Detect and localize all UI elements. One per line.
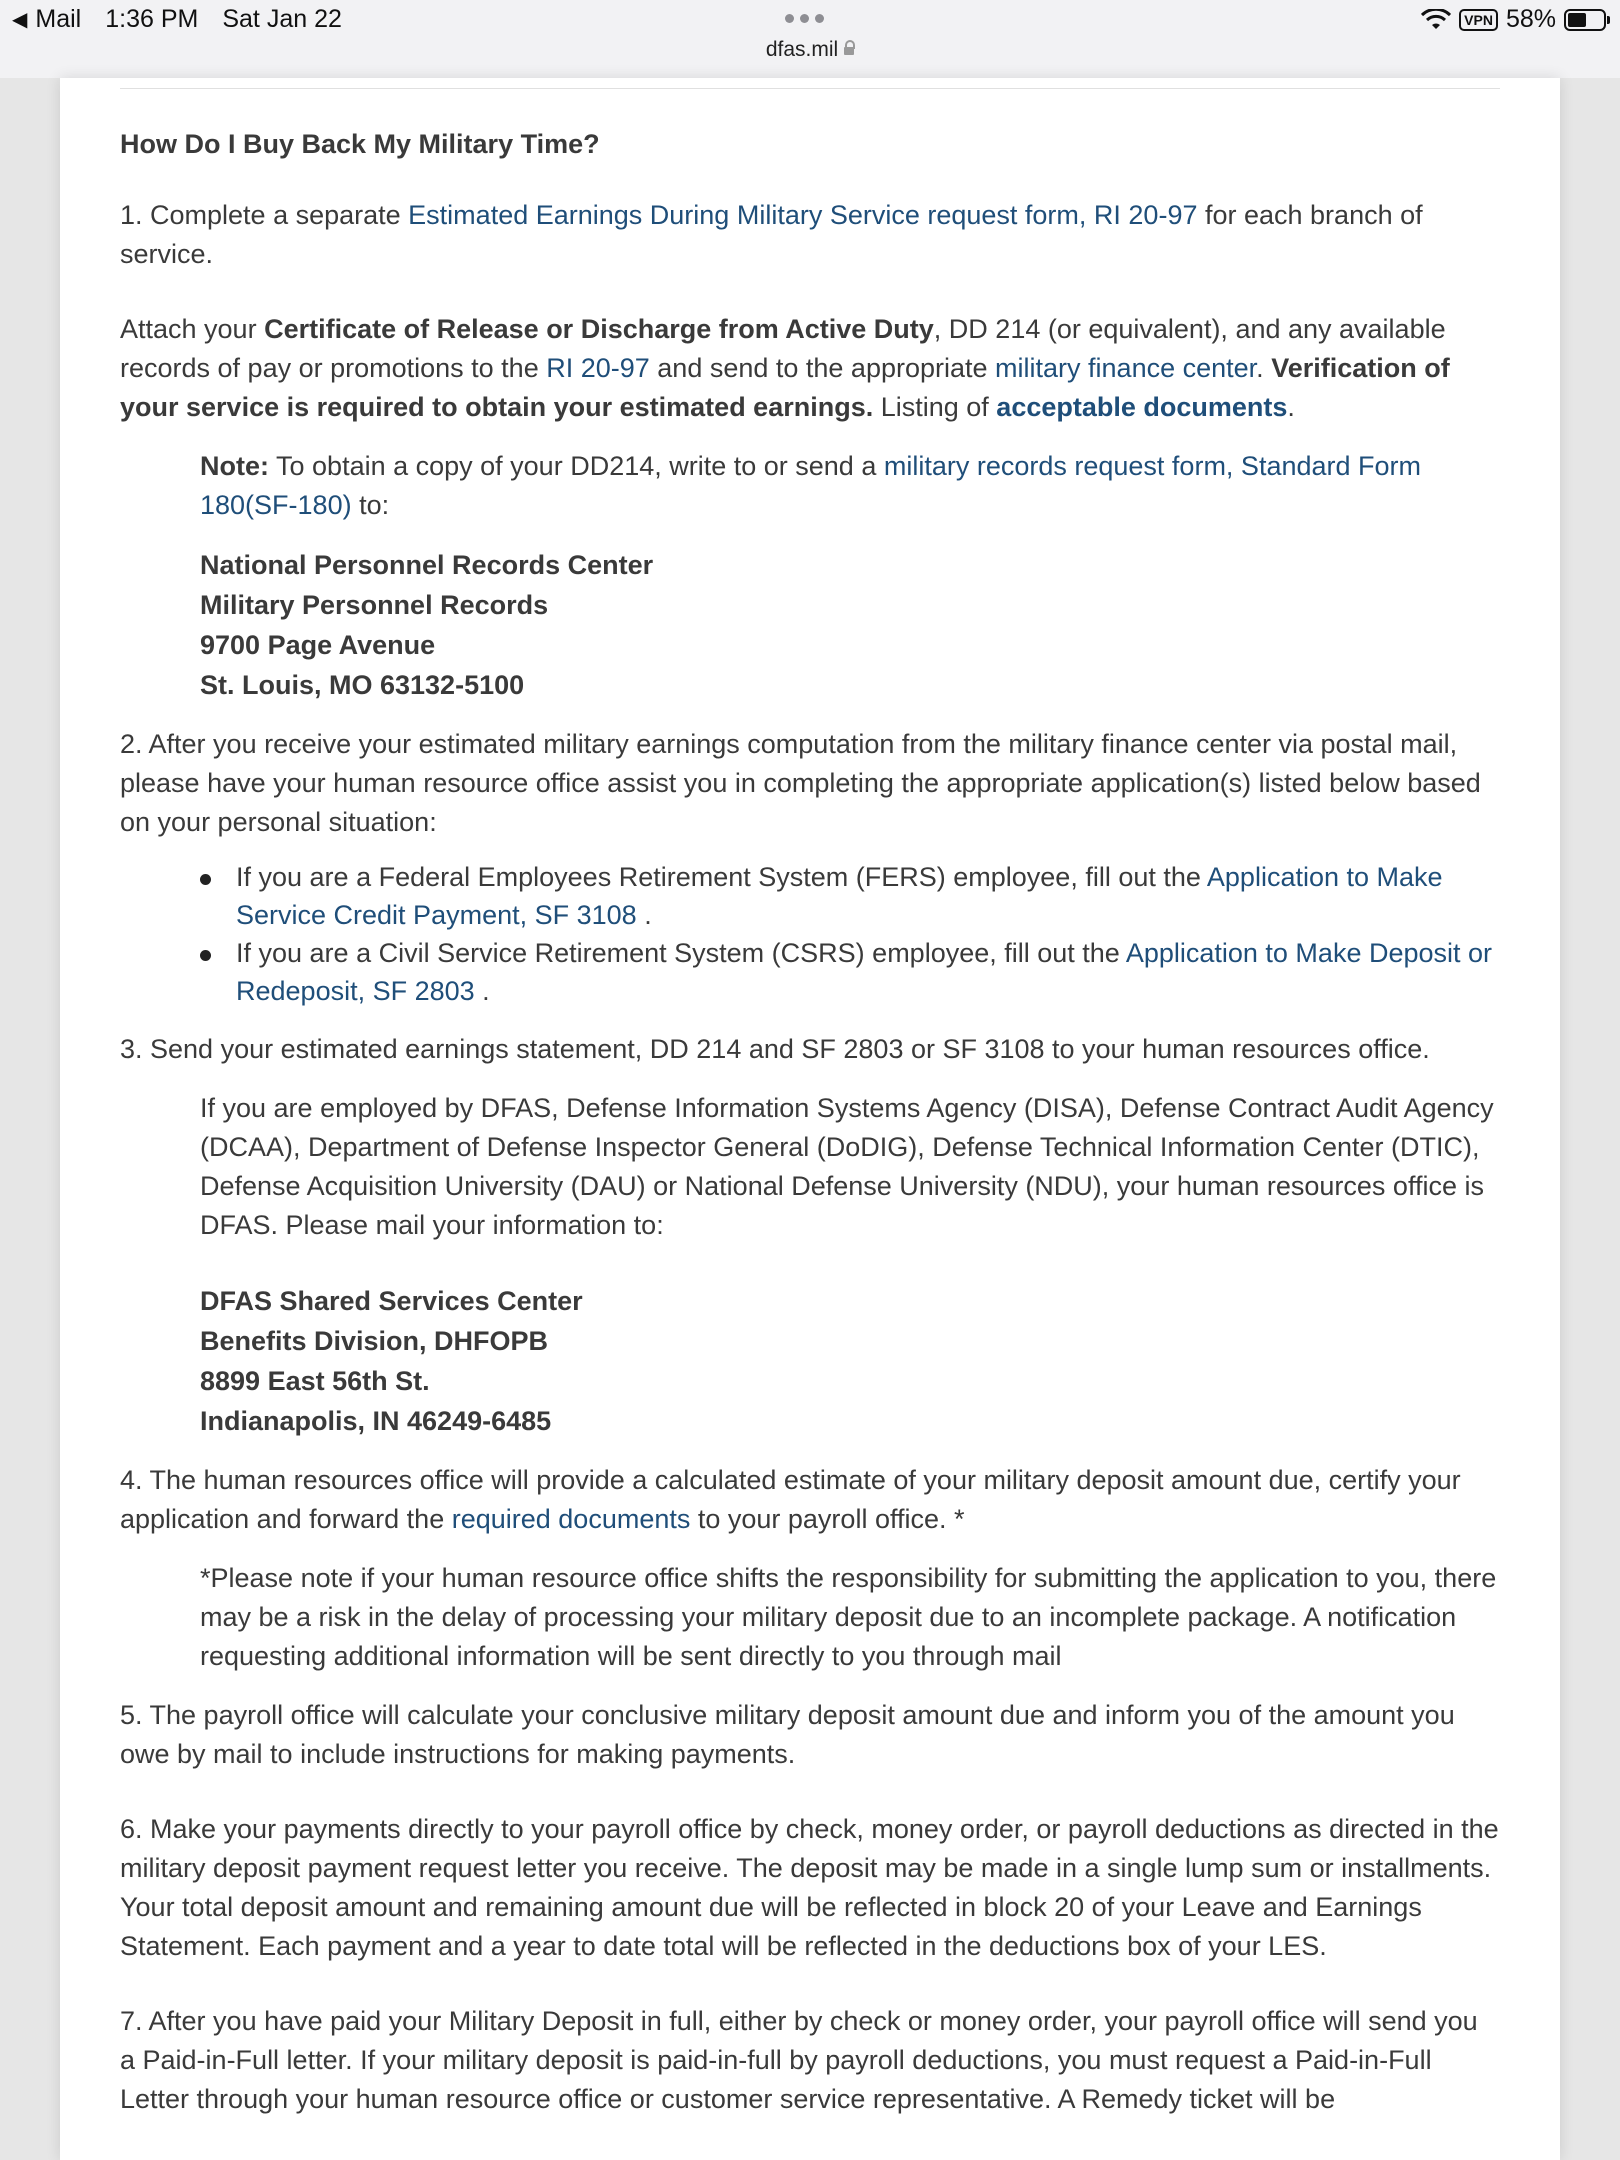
multitasking-dots-icon[interactable] <box>785 14 824 23</box>
page-title: How Do I Buy Back My Military Time? <box>120 129 600 159</box>
battery-percent: 58% <box>1505 5 1556 33</box>
bullet-icon <box>200 874 211 885</box>
sf-3108-link[interactable]: Application to Make Service Credit Payment, SF 3108 <box>236 862 1443 930</box>
sf-180-form-link[interactable]: military records request form, Standard Form 180(SF-180) <box>200 451 1422 520</box>
step-2: 2. After you receive your estimated military earnings computation from the military finance center via postal mail, please have your human resource office assist you in completing the appropriate application(s) listed below based on your personal situation: <box>120 729 1481 837</box>
web-page[interactable] <box>60 78 1560 2160</box>
ri-20-97-form-link[interactable]: Estimated Earnings During Military Service request form, RI 20-97 <box>408 200 1198 230</box>
address-dfas-center: DFAS Shared Services Center Benefits Division, DHFOPB 8899 East 56th St. Indianapolis, IN 46249-6485 <box>200 1286 583 1436</box>
step-5: 5. The payroll office will calculate your conclusive military deposit amount due and inform you of the amount you owe by mail to include instructions for making payments. <box>120 1700 1455 1769</box>
status-time: 1:36 PM <box>105 5 199 33</box>
application-list <box>200 858 1500 1010</box>
address-npr-center: National Personnel Records Center Military Personnel Records 9700 Page Avenue St. Louis, MO 63132-5100 <box>200 550 654 700</box>
list-item-fers: If you are a Federal Employees Retirement System (FERS) employee, fill out the Application to Make Service Credit Payment, SF 3108 . <box>200 858 1500 934</box>
ri-20-97-link[interactable]: RI 20-97 <box>546 353 650 383</box>
sf-2803-link[interactable]: Application to Make Deposit or Redeposit, SF 2803 <box>236 938 1493 1006</box>
bullet-icon <box>200 950 211 961</box>
divider <box>120 88 1500 89</box>
required-documents-link[interactable]: required documents <box>451 1504 691 1534</box>
step-3: 3. Send your estimated earnings statement, DD 214 and SF 2803 or SF 3108 to your human resources office. <box>120 1034 1430 1064</box>
step-4: 4. The human resources office will provide a calculated estimate of your military deposit amount due, certify your application and forward the required documents to your payroll office. * <box>120 1465 1461 1534</box>
step-4-note: *Please note if your human resource office shifts the responsibility for submitting the application to you, there may be a risk in the delay of processing your military deposit due to an incomplete package. A notification requesting additional information will be sent directly to you through mail <box>200 1563 1497 1671</box>
attach-paragraph: Attach your Certificate of Release or Discharge from Active Duty, DD 214 (or equivalent), and any available records of pay or promotions to the RI 20-97 and send to the appropriate military finance center. Verification of your service is required to obtain your estimated earnings. Listing of acceptable documents. <box>120 314 1450 422</box>
step-3-detail: If you are employed by DFAS, Defense Information Systems Agency (DISA), Defense Contract Audit Agency (DCAA), Department of Defense Inspector General (DoDIG), Defense Technical Information Center (DTIC), Defense Acquisition University (DAU) or National Defense University (NDU), your human resources office is DFAS. Please mail your information to: <box>200 1093 1494 1240</box>
url-bar[interactable] <box>0 38 1620 62</box>
list-item-csrs: If you are a Civil Service Retirement System (CSRS) employee, fill out the Application to Make Deposit or Redeposit, SF 2803 . <box>200 934 1500 1010</box>
battery-icon <box>1564 9 1606 31</box>
back-to-app-label[interactable]: Mail <box>35 5 82 33</box>
status-bar <box>0 0 1620 78</box>
article-content <box>120 78 1500 2119</box>
lock-icon <box>844 47 854 55</box>
back-arrow-icon[interactable]: ◀ <box>12 9 28 31</box>
wifi-icon <box>1421 9 1451 31</box>
status-left <box>12 5 342 34</box>
step-7: 7. After you have paid your Military Deposit in full, either by check or money order, your payroll office will send you a Paid-in-Full letter. If your military deposit is paid-in-full by payroll deductions, you must request a Paid-in-Full Letter through your human resource office or customer service representative. A Remedy ticket will be <box>120 2006 1478 2114</box>
acceptable-documents-link[interactable]: acceptable documents <box>996 392 1288 422</box>
step-6: 6. Make your payments directly to your payroll office by check, money order, or payroll deductions as directed in the military deposit payment request letter you receive. The deposit may be made in a single lump sum or installments. Your total deposit amount and remaining amount due will be reflected in block 20 of your Leave and Earnings Statement. Each payment and a year to date total will be reflected in the deductions box of your LES. <box>120 1814 1499 1961</box>
status-date: Sat Jan 22 <box>222 5 342 33</box>
step-1: 1. Complete a separate Estimated Earnings During Military Service request form, RI 20-97 for each branch of service. <box>120 200 1423 269</box>
note-paragraph: Note: To obtain a copy of your DD214, write to or send a military records request form, Standard Form 180(SF-180) to: <box>200 451 1422 520</box>
status-right <box>1421 5 1606 34</box>
military-finance-center-link[interactable]: military finance center <box>995 353 1257 383</box>
vpn-badge: VPN <box>1459 9 1498 31</box>
url-text: dfas.mil <box>765 38 839 61</box>
